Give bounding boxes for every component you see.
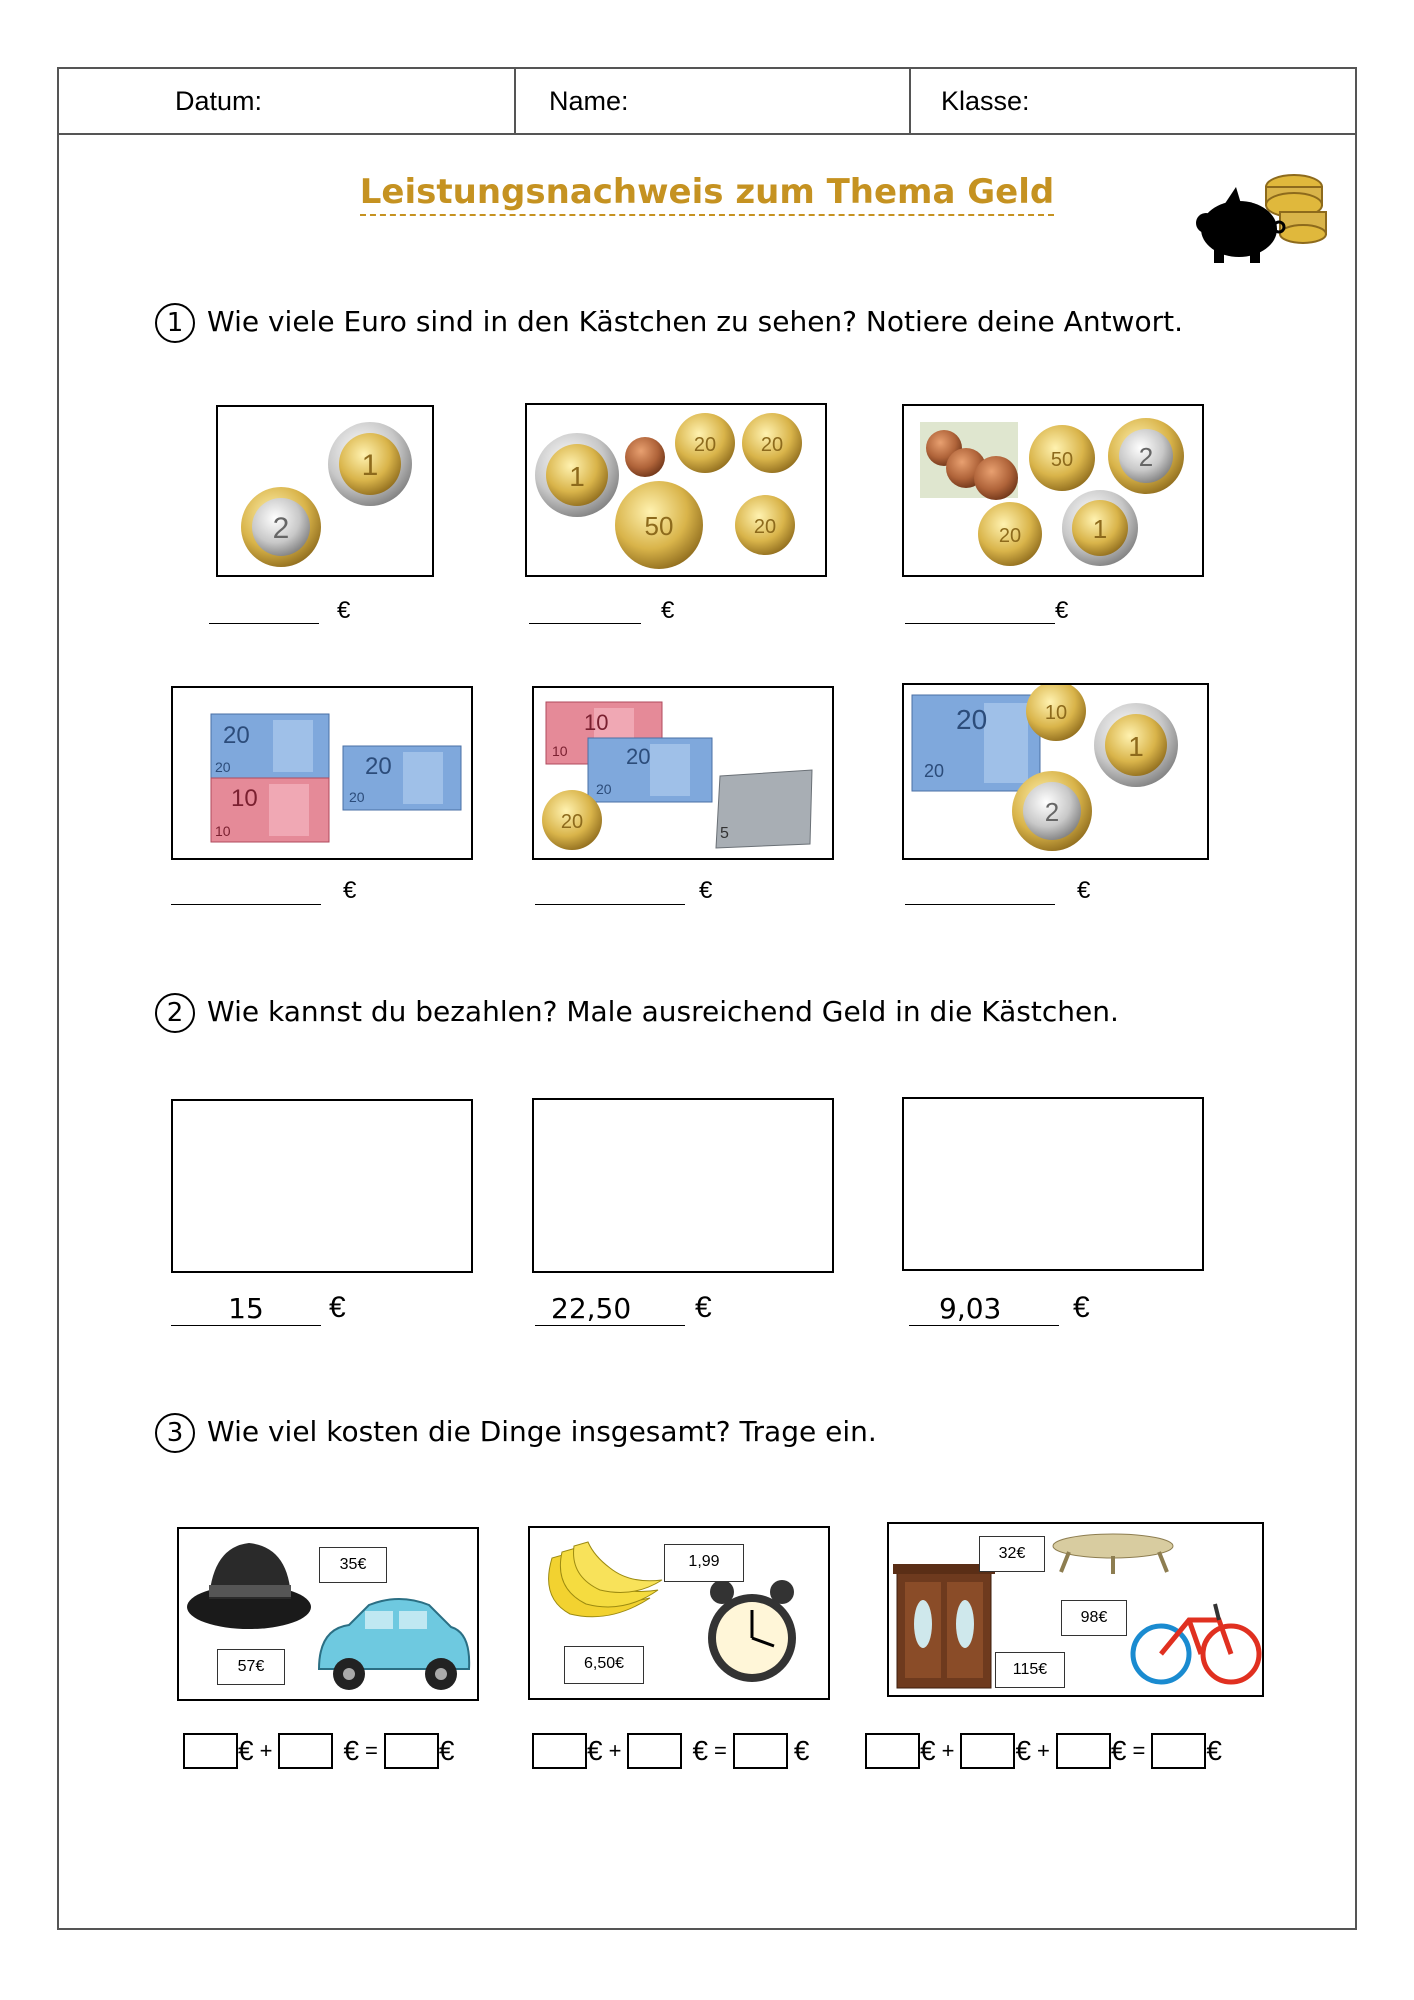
coin-1-euro-icon (535, 433, 619, 517)
price-tag-clock: 6,50€ (564, 1646, 644, 1684)
sum-row-3 (865, 1733, 1222, 1769)
note-20-euro-icon (343, 746, 461, 810)
task1-question (155, 303, 1183, 343)
table-icon (1053, 1534, 1173, 1574)
drawing-box-2[interactable] (532, 1098, 834, 1273)
coin-20-cent-icon (978, 502, 1042, 566)
coin-1-cent-icon (625, 437, 665, 477)
piggy-bank-icon (1184, 157, 1329, 267)
coin-20-cent-icon (735, 495, 795, 555)
answer-blank[interactable] (209, 622, 319, 624)
sum-result-input[interactable] (384, 1733, 439, 1769)
note-20-euro-icon (211, 714, 329, 778)
cabinet-icon (893, 1564, 995, 1688)
equals-sign: = (365, 1738, 378, 1763)
name-label: Name: (549, 86, 629, 116)
sum-input[interactable] (865, 1733, 920, 1769)
page-title: Leistungsnachweis zum Thema Geld (59, 172, 1355, 212)
svg-text:20: 20 (760, 434, 784, 456)
coin-20-cent-icon (675, 413, 735, 473)
hat-icon (187, 1543, 311, 1629)
price-tag-cabinet: 115€ (995, 1652, 1065, 1688)
money-box-1 (216, 405, 434, 577)
coin-1-euro-icon (1062, 490, 1138, 566)
answer-blank[interactable] (171, 903, 321, 905)
svg-text:20: 20 (956, 704, 988, 735)
euro-sign: € (920, 1735, 936, 1766)
euro-sign: € (1015, 1735, 1032, 1766)
svg-text:20: 20 (596, 781, 612, 797)
euro-sign: € (1073, 1291, 1090, 1324)
items-box-2 (528, 1526, 830, 1700)
bananas-icon (549, 1542, 662, 1617)
price-tag-bananas: 1,99 (664, 1544, 744, 1582)
euro-sign: € (329, 1291, 346, 1324)
task3-question (155, 1413, 877, 1453)
svg-text:50: 50 (1050, 449, 1074, 471)
money-box-6 (902, 683, 1209, 860)
svg-text:10: 10 (1044, 702, 1068, 724)
answer-blank[interactable] (535, 903, 685, 905)
euro-sign: € (661, 597, 675, 624)
plus-sign: + (608, 1738, 622, 1763)
euro-sign: € (1077, 877, 1091, 904)
task-number-badge: 2 (155, 993, 195, 1033)
svg-text:1: 1 (1128, 731, 1144, 762)
items-box-1 (177, 1527, 479, 1701)
equals-sign: = (714, 1738, 727, 1763)
euro-sign: € (1206, 1735, 1222, 1766)
amount-label: 22,50 (535, 1293, 685, 1326)
task3-text: Wie viel kosten die Dinge insgesamt? Trage ein. (207, 1415, 877, 1448)
amount-label: 9,03 (909, 1293, 1059, 1326)
svg-text:10: 10 (552, 743, 568, 759)
drawing-box-1[interactable] (171, 1099, 473, 1273)
svg-text:2: 2 (1138, 442, 1154, 472)
header-row (59, 69, 1355, 135)
sum-input[interactable] (532, 1733, 587, 1769)
header-divider (909, 69, 911, 133)
coin-2-euro-icon (241, 487, 321, 567)
task2-text: Wie kannst du bezahlen? Male ausreichend Geld in die Kästchen. (207, 995, 1119, 1028)
money-box-5 (532, 686, 834, 860)
svg-text:20: 20 (215, 759, 231, 775)
sum-input[interactable] (960, 1733, 1015, 1769)
coin-1-euro-icon (328, 422, 412, 506)
car-icon (319, 1599, 469, 1690)
svg-text:10: 10 (231, 785, 258, 812)
amount-label: 15 (171, 1293, 321, 1326)
svg-text:20: 20 (693, 434, 717, 456)
sum-input[interactable] (1056, 1733, 1111, 1769)
svg-text:20: 20 (223, 722, 250, 749)
coin-1-euro-icon (1094, 703, 1178, 787)
price-tag-table: 32€ (979, 1536, 1045, 1572)
sum-row-2 (532, 1733, 809, 1769)
svg-text:5: 5 (720, 825, 729, 842)
euro-sign: € (343, 877, 357, 904)
sum-row-1 (183, 1733, 454, 1769)
sum-input[interactable] (183, 1733, 238, 1769)
svg-text:10: 10 (584, 710, 609, 735)
money-box-4 (171, 686, 473, 860)
euro-sign: € (695, 1291, 712, 1324)
euro-sign: € (238, 1735, 254, 1766)
price-tag-hat: 35€ (319, 1547, 387, 1583)
svg-text:1: 1 (569, 461, 585, 492)
coin-50-cent-icon (615, 481, 703, 569)
sum-input[interactable] (627, 1733, 682, 1769)
coin-20-cent-icon (542, 790, 602, 850)
svg-text:2: 2 (272, 512, 290, 545)
task1-text: Wie viele Euro sind in den Kästchen zu sehen? Notiere deine Antwort. (207, 305, 1183, 338)
svg-text:50: 50 (644, 511, 674, 541)
items-box-3 (887, 1522, 1264, 1697)
worksheet-page (57, 67, 1357, 1930)
task-number-badge: 3 (155, 1413, 195, 1453)
note-5-euro-icon (716, 770, 812, 848)
price-tag-bike: 98€ (1061, 1600, 1127, 1636)
euro-sign: € (587, 1735, 603, 1766)
svg-text:20: 20 (998, 525, 1022, 547)
note-10-euro-icon (211, 778, 329, 842)
coin-2-euro-icon (1012, 771, 1092, 851)
note-20-euro-icon (912, 695, 1040, 791)
svg-text:20: 20 (560, 811, 584, 833)
coin-50-cent-icon (1029, 425, 1095, 491)
coin-20-cent-icon (742, 413, 802, 473)
money-box-3 (902, 404, 1204, 577)
euro-sign: € (1055, 597, 1069, 624)
class-label: Klasse: (941, 86, 1030, 116)
euro-sign: € (438, 1735, 455, 1766)
svg-text:1: 1 (361, 449, 379, 482)
equals-sign: = (1132, 1738, 1146, 1763)
task-number-badge: 1 (155, 303, 195, 343)
note-20-euro-icon (588, 738, 712, 802)
drawing-box-3[interactable] (902, 1097, 1204, 1271)
money-box-2 (525, 403, 827, 577)
header-divider (514, 69, 516, 133)
coin-2-euro-icon (1108, 418, 1184, 494)
price-tag-car: 57€ (217, 1649, 285, 1685)
svg-text:20: 20 (349, 789, 365, 805)
svg-text:20: 20 (924, 761, 945, 781)
euro-sign: € (343, 1735, 360, 1766)
answer-blank[interactable] (905, 622, 1055, 624)
date-label: Datum: (175, 86, 263, 116)
svg-text:1: 1 (1092, 514, 1108, 544)
svg-text:20: 20 (365, 753, 392, 780)
euro-sign: € (337, 597, 351, 624)
answer-blank[interactable] (529, 622, 641, 624)
euro-sign: € (1110, 1735, 1127, 1766)
task2-question (155, 993, 1119, 1033)
alarm-clock-icon (708, 1580, 796, 1682)
coin-5-cent-icon (974, 456, 1018, 500)
plus-sign: + (1037, 1738, 1050, 1763)
plus-sign: + (941, 1738, 955, 1763)
euro-sign: € (699, 877, 713, 904)
svg-text:2: 2 (1044, 797, 1060, 827)
bicycle-icon (1133, 1604, 1259, 1682)
svg-text:10: 10 (215, 823, 231, 839)
sum-result-input[interactable] (1151, 1733, 1206, 1769)
svg-text:20: 20 (753, 516, 777, 538)
euro-sign: € (793, 1735, 810, 1766)
sum-input[interactable] (278, 1733, 333, 1769)
sum-result-input[interactable] (733, 1733, 788, 1769)
plus-sign: + (259, 1738, 273, 1763)
svg-text:20: 20 (626, 744, 651, 769)
answer-blank[interactable] (905, 903, 1055, 905)
euro-sign: € (692, 1735, 709, 1766)
